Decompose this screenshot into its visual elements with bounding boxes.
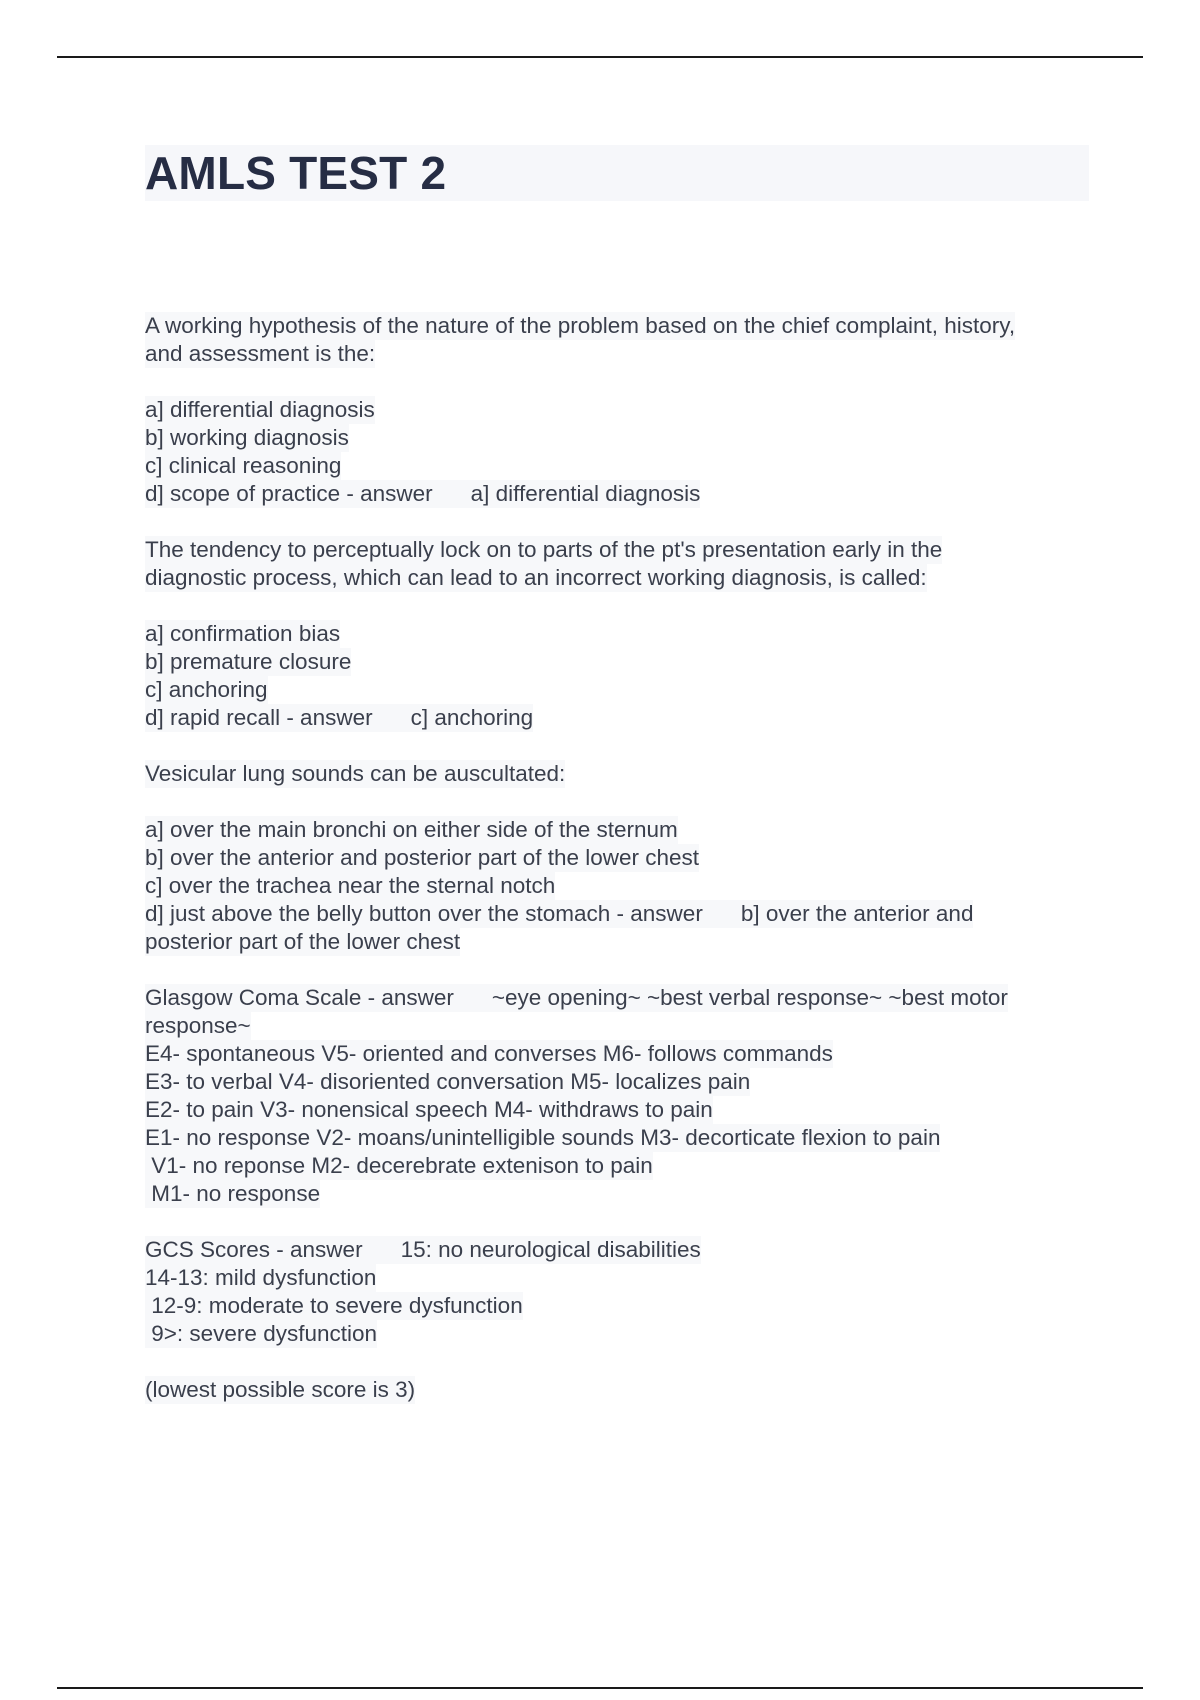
answer-line: [145, 704, 533, 732]
answer-option: c] clinical reasoning: [145, 453, 342, 478]
header-rule: [57, 56, 1143, 58]
gcs-line: V1- no reponse M2- decerebrate extenison to pain: [145, 1153, 653, 1178]
answer-line: [145, 1236, 701, 1264]
question-2: [145, 536, 1095, 732]
answer-option: b] over the anterior and posterior part of the lower chest: [145, 845, 700, 870]
gcs-card: [145, 984, 1095, 1208]
answer-option: d] just above the belly button over the stomach - answer: [145, 901, 703, 926]
answer-option: d] rapid recall - answer: [145, 705, 373, 730]
correct-answer-continued: posterior part of the lower chest: [145, 929, 461, 954]
question-prompt-line: and assessment is the:: [145, 341, 376, 366]
question-prompt-line: diagnostic process, which can lead to an incorrect working diagnosis, is called:: [145, 565, 927, 590]
correct-answer: a] differential diagnosis: [470, 481, 701, 506]
question-prompt-line: The tendency to perceptually lock on to parts of the pt's presentation early in the: [145, 537, 943, 562]
gcs-score-line: 12-9: moderate to severe dysfunction: [145, 1293, 523, 1318]
question-3: [145, 760, 1095, 956]
footer-rule: [57, 1687, 1143, 1689]
answer-option: a] confirmation bias: [145, 621, 341, 646]
gcs-answer: ~eye opening~ ~best verbal response~ ~best motor: [491, 985, 1008, 1010]
answer-line: [145, 480, 700, 508]
correct-answer: b] over the anterior and: [740, 901, 974, 926]
page-title: AMLS TEST 2: [145, 147, 447, 199]
answer-option: c] over the trachea near the sternal notch: [145, 873, 556, 898]
answer-option: b] premature closure: [145, 649, 352, 674]
gcs-scores-term: GCS Scores - answer: [145, 1237, 363, 1262]
gcs-term: Glasgow Coma Scale - answer: [145, 985, 454, 1010]
gcs-score-line: 9>: severe dysfunction: [145, 1321, 378, 1346]
question-1: [145, 312, 1095, 508]
gcs-line: E4- spontaneous V5- oriented and converses M6- follows commands: [145, 1041, 833, 1066]
gcs-line: E1- no response V2- moans/unintelligible sounds M3- decorticate flexion to pain: [145, 1125, 941, 1150]
question-prompt-line: A working hypothesis of the nature of the problem based on the chief complaint, history,: [145, 313, 1016, 338]
correct-answer: c] anchoring: [410, 705, 534, 730]
gcs-scores-card: [145, 1236, 1095, 1404]
gcs-scores-answer: 15: no neurological disabilities: [400, 1237, 701, 1262]
gcs-score-line: 14-13: mild dysfunction: [145, 1265, 377, 1290]
answer-line: [145, 984, 1008, 1012]
answer-line: [145, 900, 973, 928]
document-body: [145, 312, 1095, 1404]
gcs-line: E2- to pain V3- nonensical speech M4- withdraws to pain: [145, 1097, 713, 1122]
gcs-line: E3- to verbal V4- disoriented conversation M5- localizes pain: [145, 1069, 751, 1094]
gcs-answer-continued: response~: [145, 1013, 251, 1038]
gcs-score-note: (lowest possible score is 3): [145, 1377, 416, 1402]
answer-option: a] over the main bronchi on either side of the sternum: [145, 817, 678, 842]
question-prompt-line: Vesicular lung sounds can be auscultated:: [145, 761, 566, 786]
answer-option: a] differential diagnosis: [145, 397, 375, 422]
answer-option: c] anchoring: [145, 677, 268, 702]
answer-option: b] working diagnosis: [145, 425, 349, 450]
answer-option: d] scope of practice - answer: [145, 481, 433, 506]
gcs-line: M1- no response: [145, 1181, 321, 1206]
